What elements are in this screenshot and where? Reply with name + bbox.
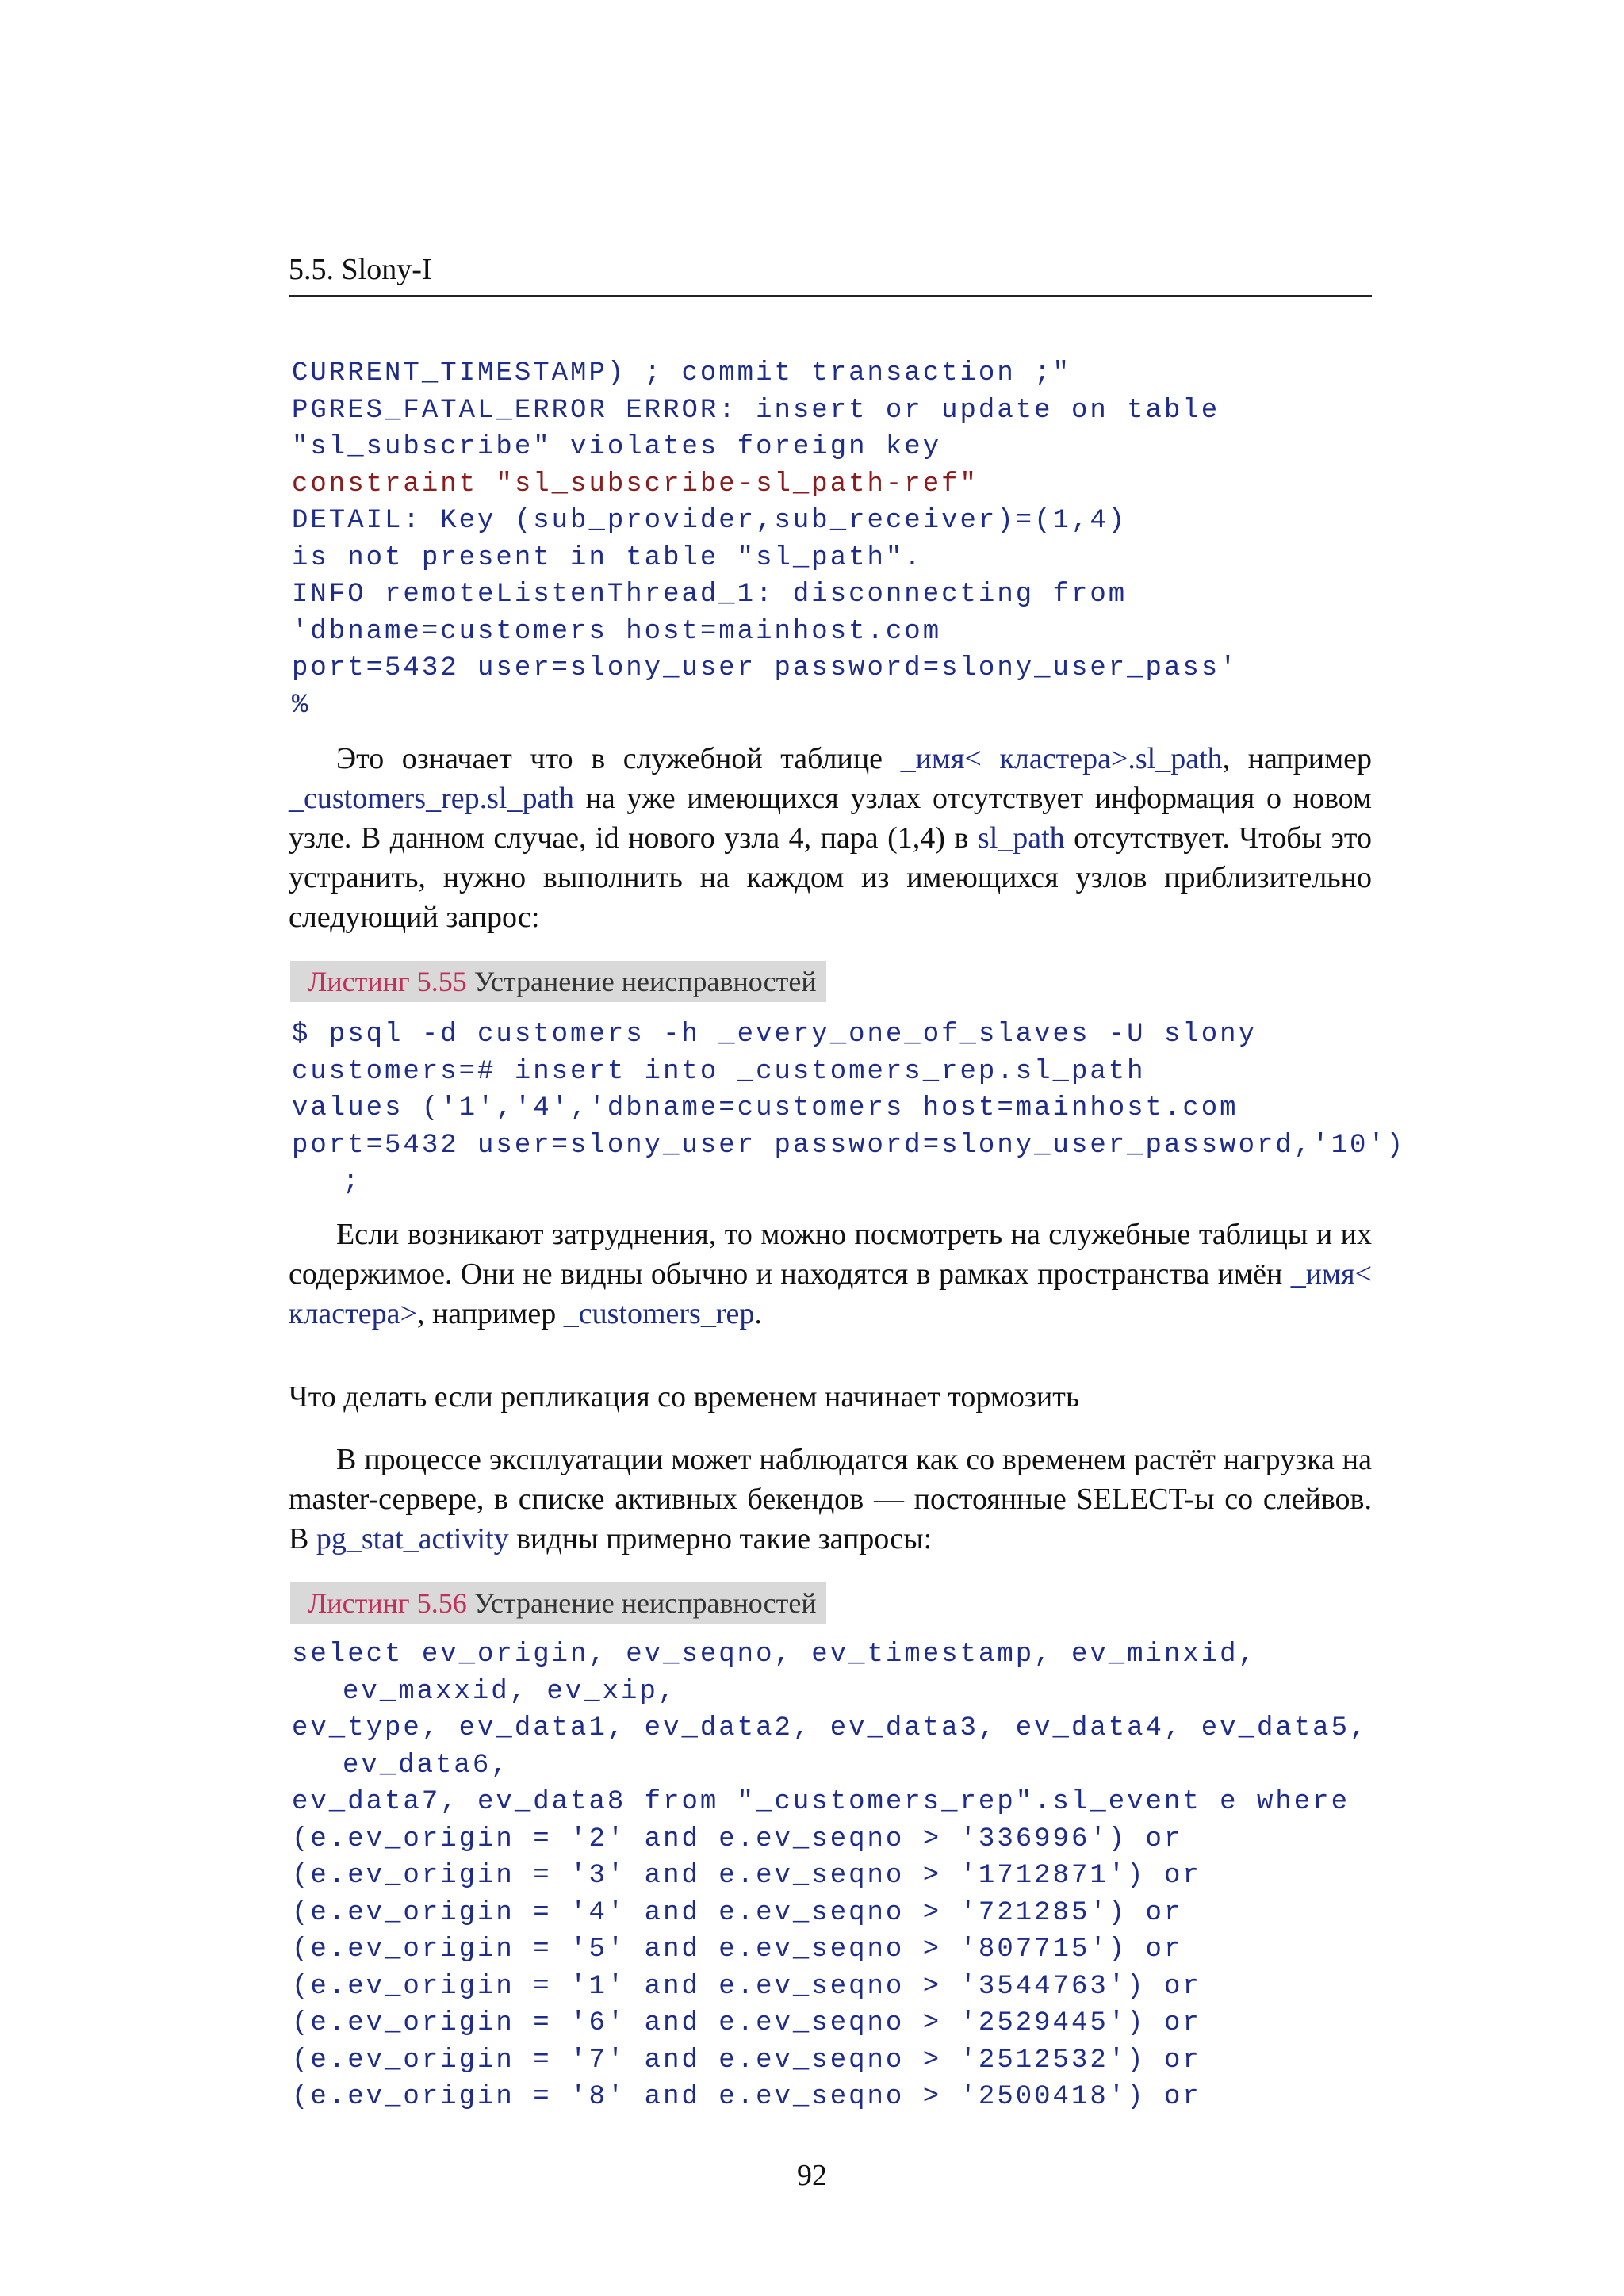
header-rule <box>289 295 1372 297</box>
inline-code: sl_path <box>977 821 1065 855</box>
code-text: DETAIL: Key (sub_provider,sub_receiver)=(1,4) <box>292 506 1128 536</box>
code-text: "sl_subscribe" violates foreign key <box>292 432 942 462</box>
code-text: select ev_origin, ev_seqno, ev_timestamp, ev_minxid, <box>292 1640 1257 1670</box>
code-text: ev_type, ev_data1, ev_data2, ev_data3, ev_data4, ev_data5, <box>292 1713 1369 1743</box>
code-text: is not present in table "sl_path". <box>292 542 923 573</box>
inline-code: _customers_rep <box>563 1297 755 1330</box>
code-text: (e.ev_origin = '5' and e.ev_seqno > '807715') or <box>292 1934 1183 1965</box>
listing-caption-5-56 <box>290 1582 826 1624</box>
code-text: port=5432 user=slony_user password=slony_user_password,'10') <box>292 1130 1406 1161</box>
code-text: $ psql -d customers -h _every_one_of_slaves -U slony <box>292 1020 1257 1050</box>
code-text: ev_data6, <box>343 1750 510 1781</box>
code-text: PGRES_FATAL_ERROR ERROR: insert or update on table <box>292 395 1220 426</box>
code-text: 'dbname=customers host=mainhost.com <box>292 616 942 647</box>
section-subheading: Что делать если репликация со временем начинает тормозить <box>289 1380 1080 1414</box>
listing-caption-5-55 <box>290 961 826 1002</box>
listing-number: Листинг 5.56 <box>308 1587 467 1619</box>
code-text: % <box>292 690 311 721</box>
code-text: (e.ev_origin = '4' and e.ev_seqno > '721285') or <box>292 1897 1183 1928</box>
code-text: ev_maxxid, ev_xip, <box>343 1676 677 1707</box>
code-text: INFO remoteListenThread_1: disconnecting from <box>292 580 1128 610</box>
paragraph-service-tables: Если возникают затруднения, то можно посмотреть на служебные таблицы и их содержимое. Они не видны обычно и находятся в рамках пространства имён _имя< кластера>, например _customers_rep. <box>289 1218 1372 1330</box>
code-text: CURRENT_TIMESTAMP) ; commit transaction ;" <box>292 358 1071 388</box>
inline-code: _имя< кластера>.sl_path <box>900 742 1223 775</box>
code-text: (e.ev_origin = '7' and e.ev_seqno > '2512532') or <box>292 2045 1201 2076</box>
inline-code: _имя< кластера> <box>289 1257 1372 1330</box>
code-text: (e.ev_origin = '6' and e.ev_seqno > '2529445') or <box>292 2008 1201 2038</box>
running-head: 5.5. Slony-I <box>289 253 432 286</box>
paragraph-sl-path: Это означает что в служебной таблице _имя< кластера>.sl_path, например _customers_rep.sl_path на уже имеющихся узлах отсутствует информация о новом узле. В данном случае, id нового узла 4, пара (1,4) в sl_path отсутствует. Чтобы это устранить, нужно выполнить на каждом из имеющихся узлов приблизительно следующий запрос: <box>289 742 1372 934</box>
code-text: customers=# insert into _customers_rep.sl_path <box>292 1056 1146 1087</box>
inline-code: pg_stat_activity <box>316 1522 509 1556</box>
inline-code: _customers_rep.sl_path <box>289 782 574 815</box>
paragraph-replication-slow: В процессе эксплуатации может наблюдатся как со временем растёт нагрузка на master-сервере, в списке активных бекендов — постоянные SELECT-ы со слейвов. В pg_stat_activity видны примерно такие запросы: <box>289 1443 1372 1556</box>
page-number: 92 <box>797 2159 827 2192</box>
listing-title: Устранение неисправностей <box>473 966 817 997</box>
code-text: constraint "sl_subscribe-sl_path-ref" <box>292 469 979 499</box>
code-text: (e.ev_origin = '8' and e.ev_seqno > '2500418') or <box>292 2082 1201 2112</box>
code-text: (e.ev_origin = '2' and e.ev_seqno > '336996') or <box>292 1823 1183 1854</box>
listing-title: Устранение неисправностей <box>473 1587 817 1619</box>
code-text: port=5432 user=slony_user password=slony_user_pass' <box>292 653 1239 683</box>
code-text: ; <box>343 1167 362 1197</box>
code-text: (e.ev_origin = '1' and e.ev_seqno > '3544763') or <box>292 1971 1201 2002</box>
code-text: values ('1','4','dbname=customers host=mainhost.com <box>292 1093 1239 1123</box>
listing-number: Листинг 5.55 <box>308 966 467 997</box>
code-text: (e.ev_origin = '3' and e.ev_seqno > '1712871') or <box>292 1861 1201 1891</box>
code-text: ev_data7, ev_data8 from "_customers_rep".sl_event e where <box>292 1787 1350 1817</box>
